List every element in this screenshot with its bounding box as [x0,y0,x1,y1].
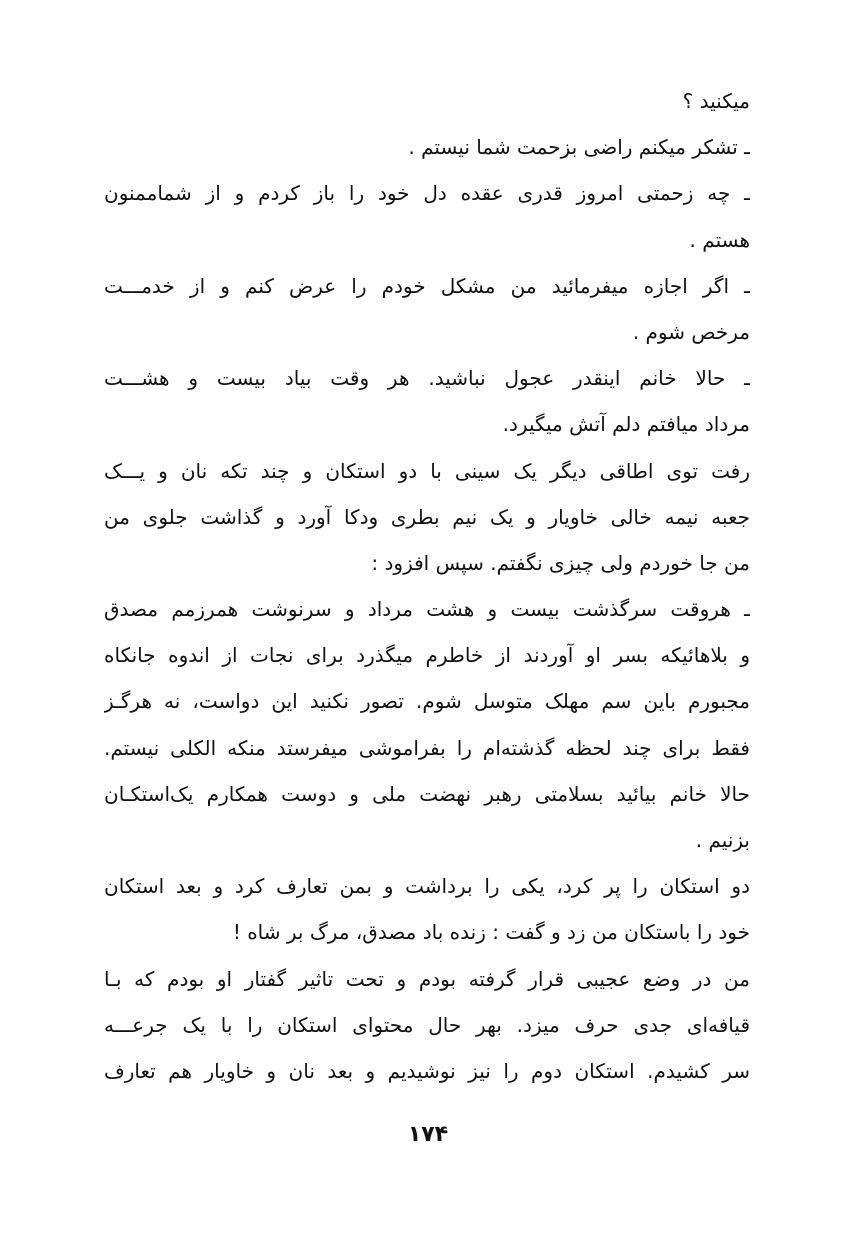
text-line: میکنید ؟ [682,89,750,113]
text-line: و بلاهائیکه بسر او آوردند از خاطرم میگذرد برای نجات از اندوه جانکاه [104,643,750,668]
text-line: جعبه نیمه خالی خاویار و یک نیم بطری ودکا آورد و گذاشت جلوی من [104,504,750,529]
text-line: فقط برای چند لحظه گذشته‌ام را بفراموشی میفرستد منکه الکلی نیستم. [104,735,750,760]
text-line: دو استکان را پر کرد، یکی را برداشت و بمن تعارف کرد و بعد استکان [104,874,750,899]
text-line: ـ چه زحمتی امروز قدری عقده دل خود را باز کردم و از شماممنون [104,181,750,206]
text-line: قیافه‌ای جدی حرف میزد. بهر حال محتوای استکان را با یک جرعـــه [104,1012,750,1037]
body-text [104,78,750,1094]
text-line: من جا خوردم ولی چیزی نگفتم. سپس افزود : [371,550,750,575]
text-line: حالا خانم بیائید بسلامتی رهبر نهضت ملی و دوست همکارم یک‌استکـان [104,781,750,806]
page-number: ۱۷۴ [407,1122,449,1147]
text-line: مجبورم باین سم مهلک متوسل شوم. تصور نکنید این دواست، نه هرگـز [104,689,750,714]
text-line: خود را باستکان من زد و گفت : زنده باد مصدق، مرگ بر شاه ! [232,920,750,945]
text-line: ـ هروقت سرگذشت بیست و هشت مرداد و سرنوشت همرزمم مصدق [104,597,750,622]
text-line: رفت توی اطاقی دیگر یک سینی با دو استکان و چند تکه نان و یـــک [104,458,750,483]
text-line: هستم . [689,227,750,252]
text-line: ـ حالا خانم اینقدر عجول نباشید. هر وقت بیاد بیست و هشـــت [104,366,750,391]
text-line: سر کشیدم. استکان دوم را نیز نوشیدیم و بعد نان و خاویار هم تعارف [104,1058,750,1083]
text-line: من در وضع عجیبی قرار گرفته بودم و تحت تاثیر گفتار او بودم که بـا [104,966,750,991]
text-line: بزنیم . [695,828,750,852]
text-line: مرداد میافتم دلم آتش میگیرد. [502,412,750,437]
text-line: ـ اگر اجازه میفرمائید من مشکل خودم را عرض کنم و از خدمـــت [104,273,750,298]
text-line: مرخص شوم . [632,319,750,344]
text-line: ـ تشکر میکنم راضی بزحمت شما نیستم . [408,135,750,160]
